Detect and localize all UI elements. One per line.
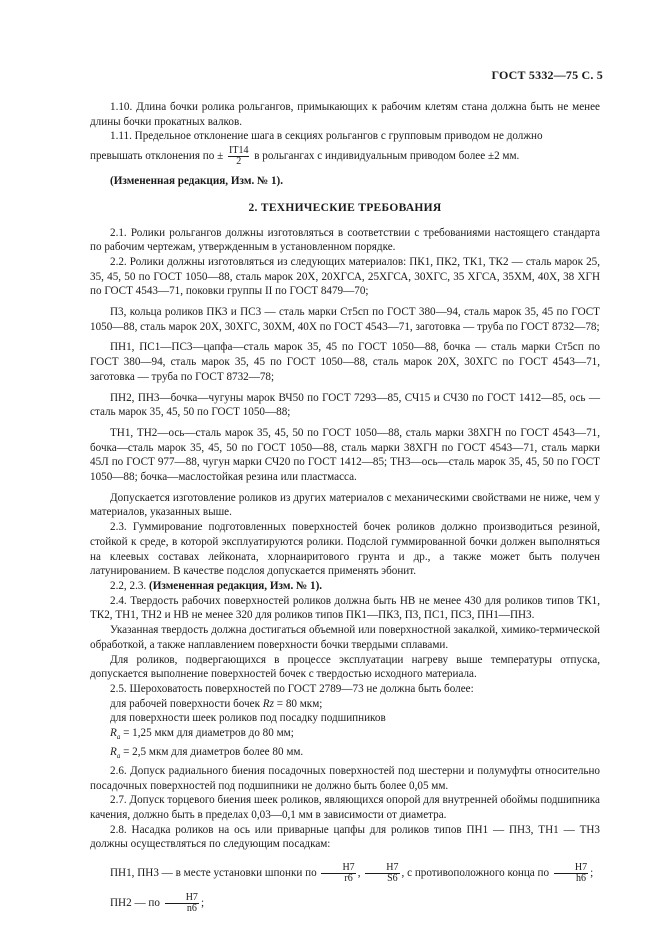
paragraph-hardness: Указанная твердость должна достигаться объемной или поверхностной закалкой, химико-термической обработкой, а также наплавлением поверхности бочки твердыми сплавами. xyxy=(90,624,600,651)
amendment-note-1: (Измененная редакция, Изм. № 1). xyxy=(110,175,284,188)
paragraph-allowed: Допускается изготовление роликов из других материалов с механическими свойствами не ниже, чем у материалов, указанных выше. xyxy=(90,491,600,519)
paragraph-2-6: 2.6. Допуск радиального биения посадочных поверхностей под шестерни и полумуфты относительно посадочных поверхностей под подшипники не должно быть более 0,05 мм. xyxy=(90,764,600,792)
paragraph-2-7: 2.7. Допуск торцевого биения шеек роликов, являющихся опорой для внутренней обоймы подшипника качения, должно быть в пределах 0,03—0,1 мм в зависимости от диаметра. xyxy=(90,794,600,821)
amendment-note-2-text: (Измененная редакция, Изм. № 1). xyxy=(149,579,323,592)
roughness-large-diameter xyxy=(90,745,600,764)
document-body xyxy=(90,100,600,915)
fit-pn2-text: ПН2 — по xyxy=(110,897,160,910)
fraction-numerator: IT14 xyxy=(229,145,249,157)
tolerance-text-post: в рольгангах с индивидуальным приводом более ±2 мм. xyxy=(254,150,520,163)
ra-symbol: $R_a$ xyxy=(110,745,121,761)
it14-fraction xyxy=(228,146,249,167)
amendment-note-2 xyxy=(90,579,600,594)
fit-fraction-h7-n6: $\frac{H7}{n6}$ xyxy=(165,893,199,914)
roughness-journals: для поверхности шеек роликов под посадку подшипников xyxy=(110,712,386,725)
ra-symbol: $R_a$ xyxy=(110,727,121,742)
roughness-barrel xyxy=(90,697,600,712)
paragraph-1-11-formula xyxy=(90,144,600,168)
section-title: 2. ТЕХНИЧЕСКИЕ ТРЕБОВАНИЯ xyxy=(248,201,442,214)
tolerance-text-pre: превышать отклонения по ± xyxy=(90,150,224,163)
paragraph-2-3: 2.3. Гуммирование подготовленных поверхностей бочек роликов должно производиться резиной, стойкой к среде, в которой эксплуатируются ролики. Подслой гуммированной бочки должен выполняться на клеевых составах лейконата, хлорнаиритового грунта и др., а также может быть получен латунированием. В качестве подслоя допускается применять эбонит. xyxy=(90,521,600,578)
roughness-large-value: = 2,5 мкм для диаметров более 80 мм. xyxy=(123,745,304,758)
paragraph-2-5: 2.5. Шероховатость поверхностей по ГОСТ 2789—73 не должна быть более: xyxy=(110,682,474,695)
paragraph-tn1: ТН1, ТН2—ось—сталь марок 35, 45, 50 по ГОСТ 1050—88, сталь марки 38ХГН по ГОСТ 4543—71, бочка—сталь марок 35, 45, 50 по ГОСТ 1050—88, сталь марки 38ХГН по ГОСТ 4543—71, сталь марки 45Л по ГОСТ 977—88, чугун марки СЧ20 по ГОСТ 1412—85; ТН3—ось—сталь марок 35, 45, 50 по ГОСТ 1050—88; бочка—маслостойкая резина или пластмасса. xyxy=(90,426,600,484)
paragraph-1-11: 1.11. Предельное отклонение шага в секциях рольгангов с групповым приводом не должно xyxy=(110,130,543,143)
paragraph-2-2: 2.2. Ролики должны изготовляться из следующих материалов: ПК1, ПК2, ТК1, ТК2 — сталь марок 25, 35, 45, 50 по ГОСТ 1050—88, сталь марок 20Х, 20ХГСА, 25ХГСА, 30ХГС, 35 ХГСА, 35ХМ, 40Х, 38 ХГН по ГОСТ 4543—71, поковки группы II по ГОСТ 8479—70; xyxy=(90,255,600,298)
roughness-barrel-text: для рабочей поверхности бочек xyxy=(110,697,260,710)
fit-pn2: ПН2 — по $\frac{H7}{n6}$ ; xyxy=(110,892,205,915)
amendment-note-2-prefix: 2.2, 2.3. xyxy=(110,579,147,592)
fit-pn1-text: ПН1, ПН3 — в месте установки шпонки по xyxy=(110,867,317,880)
fraction-denominator: 2 xyxy=(236,156,242,168)
paragraph-temperature: Для роликов, подвергающихся в процессе эксплуатации нагреву выше температуры отпуска, допускается выполнение поверхностей бочек с твердостью исходного материала. xyxy=(90,653,600,681)
fit-pn1-pn3: ПН1, ПН3 — в месте установки шпонки по $\frac{H7}{r6}$ , $\frac{H7}{S6}$ , с противоположного конца по $\frac{H7}{h6}$ ; xyxy=(110,862,594,885)
paragraph-2-8: 2.8. Насадка роликов на ось или приварные цапфы для роликов типов ПН1 — ПН3, ТН1 — ТН3 должны осуществляться по следующим посадкам: xyxy=(90,823,600,851)
paragraph-p3: П3, кольца роликов ПК3 и ПС3 — сталь марки Ст5сп по ГОСТ 380—94, сталь марок 35, 45 по ГОСТ 1050—88, сталь марок 20Х, 30ХГС, 30ХМ, 40Х по ГОСТ 4543—71, заготовка — труба по ГОСТ 8732—78; xyxy=(90,306,600,333)
fit-pn1-mid-text: , с противоположного конца по xyxy=(401,867,550,880)
paragraph-pn1: ПН1, ПС1—ПС3—цапфа—сталь марок 35, 45 по ГОСТ 1050—88, бочка — сталь марки Ст5сп по ГОСТ 380—94, сталь марок 35, 45 по ГОСТ 1050—88, сталь марок 20Х, 30ХГС по ГОСТ 4543—71, заготовка — труба по ГОСТ 8732—78; xyxy=(90,341,600,383)
rz-symbol: Rz xyxy=(262,697,274,710)
roughness-small-value: = 1,25 мкм для диаметров до 80 мм; xyxy=(123,727,294,740)
paragraph-2-1: 2.1. Ролики рольгангов должны изготовляться в соответствии с требованиями настоящего стандарта по рабочим чертежам, утвержденным в установленном порядке. xyxy=(90,226,600,254)
roughness-small-diameter xyxy=(90,726,600,745)
roughness-barrel-value: = 80 мкм; xyxy=(276,697,323,710)
paragraph-2-4: 2.4. Твердость рабочих поверхностей роликов должна быть НВ не менее 430 для роликов типов ТК1, ТК2, ТН1, ТН2 и НВ не менее 320 для роликов типов ПК1—ПК3, П3, ПС1, ПС3, ПН1—ПН3. xyxy=(90,594,600,622)
paragraph-1-10: 1.10. Длина бочки ролика рольгангов, примыкающих к рабочим клетям стана должна быть не менее длины бочки прокатных валков. xyxy=(90,101,600,128)
fit-fraction-h7-r6: $\frac{H7}{r6}$ xyxy=(321,863,355,884)
fit-fraction-h7-s6: $\frac{H7}{S6}$ xyxy=(365,863,399,884)
page-header: ГОСТ 5332—75 С. 5 xyxy=(491,68,603,82)
fit-fraction-h7-h6: $\frac{H7}{h6}$ xyxy=(554,863,588,884)
paragraph-pn2: ПН2, ПН3—бочка—чугуны марок ВЧ50 по ГОСТ 7293—85, СЧ15 и СЧ30 по ГОСТ 1412—85, ось — сталь марок 35, 45, 50 по ГОСТ 1050—88; xyxy=(90,391,600,419)
